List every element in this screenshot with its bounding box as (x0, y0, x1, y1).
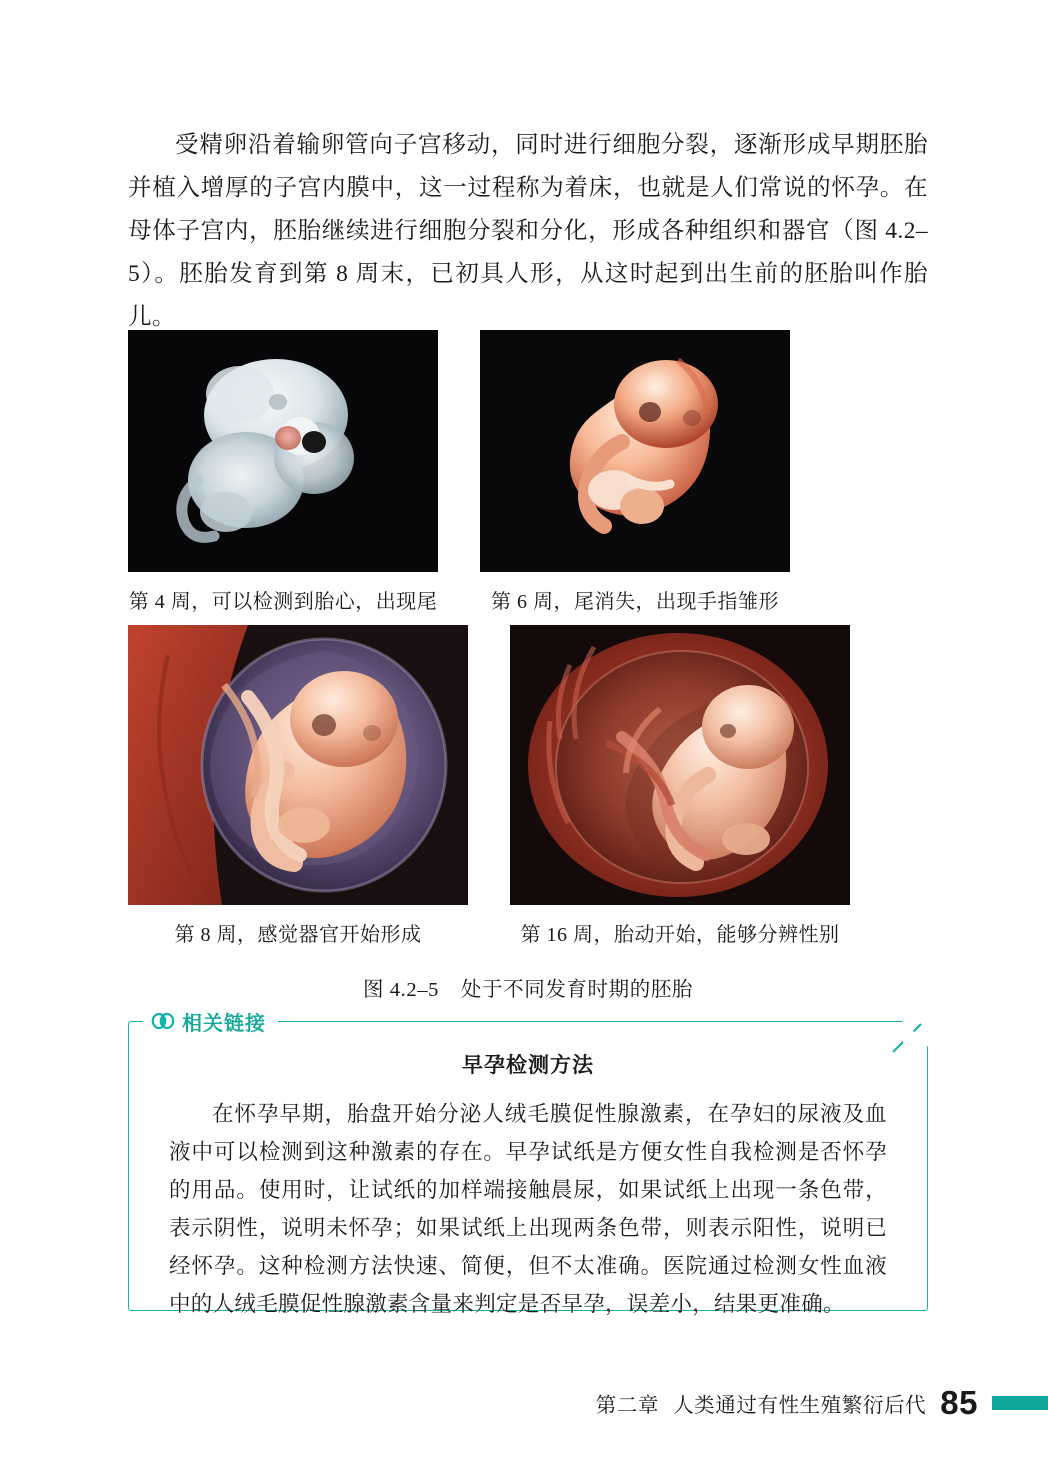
figure-row-top (128, 330, 928, 623)
figure-cell-week6 (480, 330, 790, 623)
figure-title (128, 972, 928, 1002)
figure-row-bottom (128, 625, 928, 956)
box-corner-cut (901, 1020, 929, 1048)
footer-accent-bar (992, 1396, 1048, 1410)
footer-chapter-title: 人类通过有性生殖繁衍后代 (673, 1395, 927, 1417)
week-6-embryo-photo (480, 330, 790, 572)
figure-cell-week4 (128, 330, 438, 623)
figure-title-text: 处于不同发育时期的胚胎 (460, 979, 694, 1001)
body-paragraph-block (128, 124, 928, 339)
page-footer (0, 1380, 1048, 1422)
figure-cell-week16 (510, 625, 850, 956)
figure-4-2-5 (128, 330, 928, 1002)
figure-caption: 第 16 周，胎动开始，能够分辨性别 (520, 924, 840, 946)
footer-chapter-number: 第二章 (595, 1395, 660, 1417)
related-link-title: 早孕检测方法 (462, 1054, 594, 1077)
related-link-box (128, 1012, 928, 1316)
related-link-tag-label: 相关链接 (182, 1012, 266, 1035)
related-link-tag (143, 1005, 278, 1037)
footer-chapter (596, 1388, 927, 1418)
week-16-fetus-photo (510, 625, 850, 905)
link-chain-icon (151, 1011, 175, 1031)
week-4-embryo-photo (128, 330, 438, 572)
body-paragraph: 受精卵沿着输卵管向子宫移动，同时进行细胞分裂，逐渐形成早期胚胎并植入增厚的子宫内膜中，这一过程称为着床，也就是人们常说的怀孕。在母体子宫内，胚胎继续进行细胞分裂和分化，形成各种组织和器官（图 4.2–5）。胚胎发育到第 8 周末，已初具人形，从这时起到出生前的胚胎叫作胎儿。 (128, 132, 928, 330)
figure-caption: 第 4 周，可以检测到胎心，出现尾 (128, 591, 438, 613)
related-link-paragraph: 在怀孕早期，胎盘开始分泌人绒毛膜促性腺激素，在孕妇的尿液及血液中可以检测到这种激素的存在。早孕试纸是方便女性自我检测是否怀孕的用品。使用时，让试纸的加样端接触晨尿，如果试纸上出现一条色带，表示阴性，说明未怀孕；如果试纸上出现两条色带，则表示阳性，说明已经怀孕。这种检测方法快速、简便，但不太准确。医院通过检测女性血液中的人绒毛膜促性腺激素含量来判定是否早孕，误差小，结果更准确。 (169, 1102, 887, 1316)
figure-caption: 第 8 周，感觉器官开始形成 (174, 924, 422, 946)
figure-title-label: 图 4.2–5 (362, 979, 439, 1001)
figure-caption: 第 6 周，尾消失，出现手指雏形 (491, 591, 779, 613)
week-8-embryo-photo (128, 625, 468, 905)
figure-cell-week8 (128, 625, 468, 956)
page-number: 85 (940, 1384, 978, 1421)
footer-content (596, 1384, 1048, 1422)
related-link-body (169, 1095, 887, 1323)
